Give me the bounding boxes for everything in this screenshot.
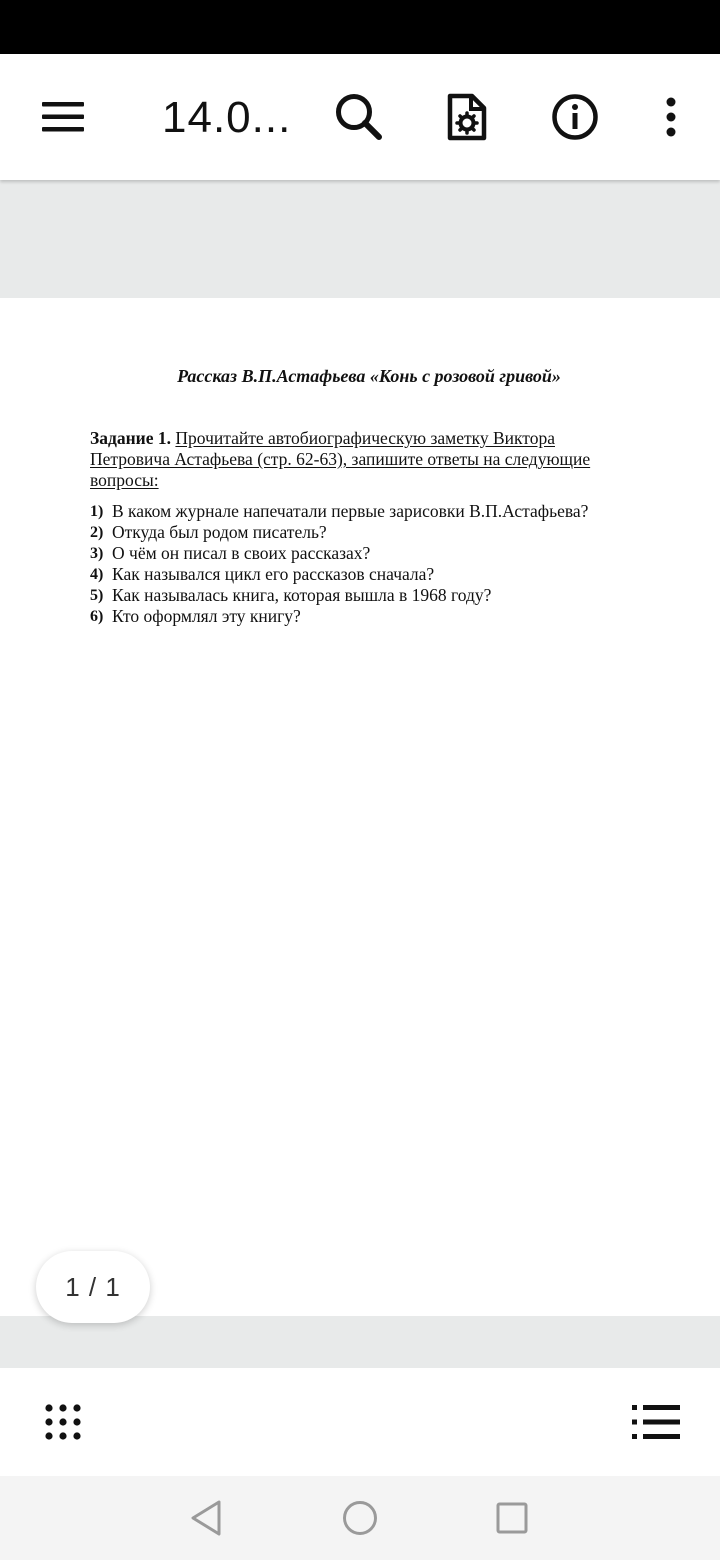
question-text: Как назывался цикл его рассказов сначала? — [112, 564, 435, 584]
list-item — [90, 585, 690, 606]
question-number: 6) — [90, 608, 104, 625]
more-vert-icon[interactable] — [636, 82, 706, 152]
menu-icon[interactable] — [28, 82, 98, 152]
status-bar — [0, 0, 720, 54]
task-label: Задание 1. — [90, 428, 172, 448]
question-number: 4) — [90, 566, 104, 583]
question-number: 2) — [90, 524, 104, 541]
document-page[interactable] — [0, 298, 720, 1316]
task-text-line1: Прочитайте автобиографическую заметку Виктора — [175, 428, 555, 448]
task-paragraph — [90, 428, 670, 491]
grid-dots-icon[interactable] — [33, 1392, 93, 1452]
document-title[interactable]: 14.0... — [162, 93, 292, 142]
question-text: В каком журнале напечатали первые зарисовки В.П.Астафьева? — [112, 501, 589, 521]
task-text-line3: вопросы: — [90, 470, 159, 490]
page-gap-top — [0, 180, 720, 298]
list-icon[interactable] — [626, 1392, 686, 1452]
system-navigation-bar — [0, 1476, 720, 1560]
bottom-toolbar — [0, 1368, 720, 1476]
list-item — [90, 606, 690, 627]
app-toolbar — [0, 54, 720, 180]
list-item — [90, 564, 690, 585]
question-list — [90, 501, 690, 627]
info-icon[interactable] — [540, 82, 610, 152]
list-item — [90, 501, 690, 522]
search-icon[interactable] — [324, 82, 394, 152]
document-heading: Рассказ В.П.Астафьева «Конь с розовой гривой» — [177, 366, 561, 386]
list-item — [90, 543, 690, 564]
question-text: Кто оформлял эту книгу? — [112, 606, 301, 626]
question-number: 3) — [90, 545, 104, 562]
page-gap-bottom — [0, 1316, 720, 1368]
task-text-line2: Петровича Астафьева (стр. 62-63), запишите ответы на следующие — [90, 449, 591, 469]
list-item — [90, 522, 690, 543]
question-text: Как называлась книга, которая вышла в 1968 году? — [112, 585, 492, 605]
question-number: 1) — [90, 503, 104, 520]
question-text: О чём он писал в своих рассказах? — [112, 543, 371, 563]
back-triangle-icon[interactable] — [176, 1488, 236, 1548]
recents-square-icon[interactable] — [482, 1488, 542, 1548]
home-circle-icon[interactable] — [330, 1488, 390, 1548]
question-text: Откуда был родом писатель? — [112, 522, 327, 542]
document-settings-icon[interactable] — [432, 82, 502, 152]
page-indicator: 1 / 1 — [36, 1251, 150, 1323]
question-number: 5) — [90, 587, 104, 604]
